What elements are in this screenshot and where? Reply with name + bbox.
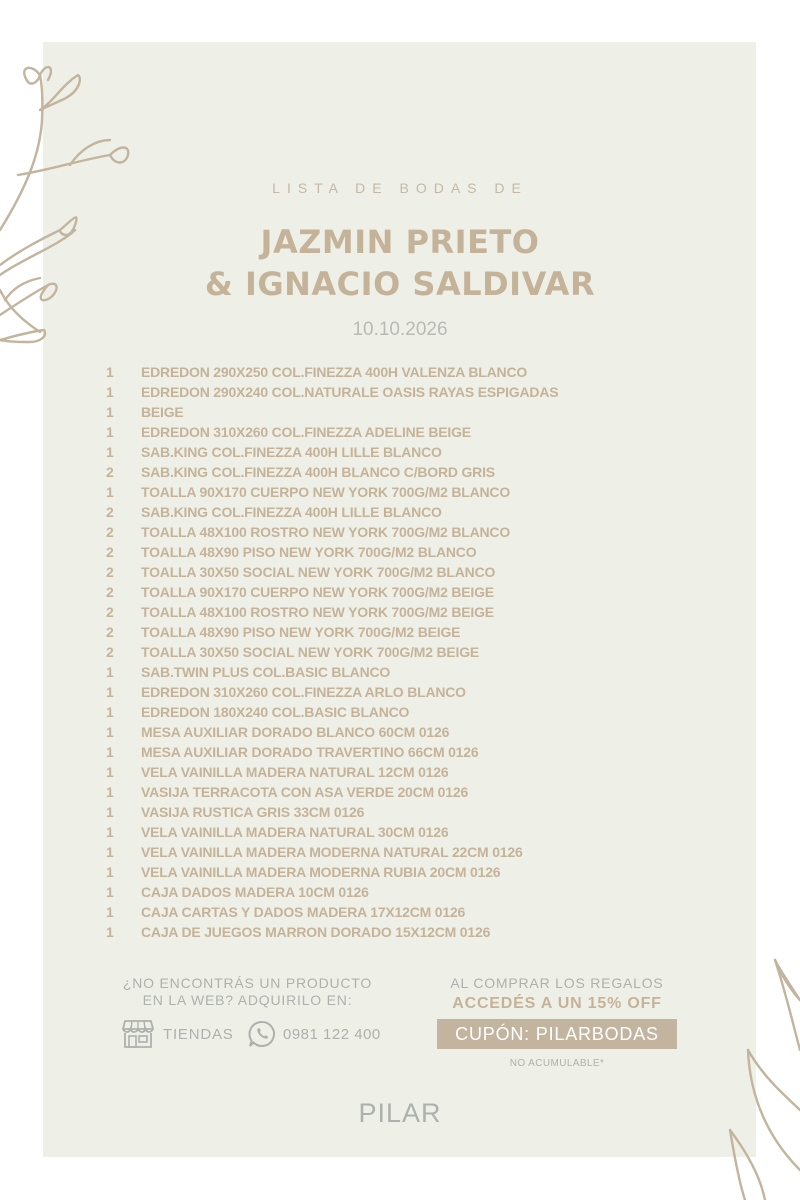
store-icon	[122, 1019, 154, 1049]
item-quantity: 1	[106, 444, 114, 460]
item-description: MESA AUXILIAR DORADO BLANCO 60CM 0126	[141, 724, 450, 740]
whatsapp-icon	[248, 1020, 276, 1048]
item-quantity: 1	[106, 364, 114, 380]
item-quantity: 1	[106, 924, 114, 940]
item-description: VELA VAINILLA MADERA MODERNA RUBIA 20CM 0126	[141, 864, 501, 880]
list-item	[100, 682, 760, 702]
list-item	[100, 802, 760, 822]
list-item	[100, 662, 760, 682]
list-item	[100, 902, 760, 922]
promo-line-2: ACCEDÉS A UN 15% OFF	[452, 995, 662, 1012]
item-quantity: 2	[106, 624, 114, 640]
list-item	[100, 702, 760, 722]
item-description: VELA VAINILLA MADERA MODERNA NATURAL 22CM 0126	[141, 844, 523, 860]
help-text	[100, 975, 395, 1009]
item-quantity: 2	[106, 604, 114, 620]
list-item	[100, 782, 760, 802]
stores-label[interactable]: TIENDAS	[163, 1026, 234, 1043]
item-description: CAJA CARTAS Y DADOS MADERA 17X12CM 0126	[141, 904, 466, 920]
item-description: EDREDON 180X240 COL.BASIC BLANCO	[141, 704, 410, 720]
item-description: SAB.KING COL.FINEZZA 400H LILLE BLANCO	[141, 444, 442, 460]
item-description: BEIGE	[141, 404, 184, 420]
wedding-date: 10.10.2026	[352, 319, 448, 340]
item-description: VELA VAINILLA MADERA NATURAL 12CM 0126	[141, 764, 449, 780]
item-description: TOALLA 30X50 SOCIAL NEW YORK 700G/M2 BLANCO	[141, 564, 496, 580]
item-description: EDREDON 310X260 COL.FINEZZA ADELINE BEIGE	[141, 424, 471, 440]
item-quantity: 1	[106, 884, 114, 900]
item-description: VASIJA RUSTICA GRIS 33CM 0126	[141, 804, 365, 820]
item-description: EDREDON 290X250 COL.FINEZZA 400H VALENZA BLANCO	[141, 364, 528, 380]
branch-decoration-bottom-right	[700, 940, 800, 1200]
list-item	[100, 882, 760, 902]
fine-print: NO ACUMULABLE*	[509, 1058, 605, 1069]
item-description: VELA VAINILLA MADERA NATURAL 30CM 0126	[141, 824, 449, 840]
item-quantity: 2	[106, 564, 114, 580]
item-description: CAJA DE JUEGOS MARRON DORADO 15X12CM 0126	[141, 924, 491, 940]
item-quantity: 1	[106, 384, 114, 400]
list-item	[100, 842, 760, 862]
list-item	[100, 762, 760, 782]
item-quantity: 1	[106, 664, 114, 680]
list-item	[100, 542, 760, 562]
coupon-badge: CUPÓN: PILARBODAS	[437, 1019, 677, 1049]
item-quantity: 1	[106, 684, 114, 700]
list-item	[100, 422, 760, 442]
list-item	[100, 402, 760, 422]
list-item	[100, 822, 760, 842]
gift-list	[100, 362, 760, 942]
couple-name-line-1: JAZMIN PRIETO	[260, 223, 540, 261]
item-quantity: 1	[106, 824, 114, 840]
list-item	[100, 382, 760, 402]
item-quantity: 1	[106, 704, 114, 720]
item-description: TOALLA 90X170 CUERPO NEW YORK 700G/M2 BEIGE	[141, 584, 494, 600]
subtitle: LISTA DE BODAS DE	[272, 180, 528, 196]
item-quantity: 1	[106, 764, 114, 780]
item-quantity: 1	[106, 844, 114, 860]
list-item	[100, 722, 760, 742]
item-description: TOALLA 48X90 PISO NEW YORK 700G/M2 BLANCO	[141, 544, 477, 560]
list-item	[100, 922, 760, 942]
item-quantity: 2	[106, 584, 114, 600]
list-item	[100, 522, 760, 542]
phone-number[interactable]: 0981 122 400	[283, 1026, 381, 1043]
item-description: TOALLA 90X170 CUERPO NEW YORK 700G/M2 BLANCO	[141, 484, 511, 500]
item-description: VASIJA TERRACOTA CON ASA VERDE 20CM 0126	[141, 784, 469, 800]
list-item	[100, 602, 760, 622]
list-item	[100, 482, 760, 502]
help-text-line-1: ¿NO ENCONTRÁS UN PRODUCTO	[122, 975, 373, 991]
item-description: CAJA DADOS MADERA 10CM 0126	[141, 884, 369, 900]
item-quantity: 1	[106, 724, 114, 740]
item-quantity: 2	[106, 504, 114, 520]
list-item	[100, 622, 760, 642]
list-item	[100, 362, 760, 382]
list-item	[100, 742, 760, 762]
item-quantity: 1	[106, 864, 114, 880]
item-description: EDREDON 290X240 COL.NATURALE OASIS RAYAS ESPIGADAS	[141, 384, 559, 400]
item-description: TOALLA 48X100 ROSTRO NEW YORK 700G/M2 BEIGE	[141, 604, 494, 620]
list-item	[100, 582, 760, 602]
item-quantity: 1	[106, 784, 114, 800]
item-description: EDREDON 310X260 COL.FINEZZA ARLO BLANCO	[141, 684, 466, 700]
list-item	[100, 862, 760, 882]
item-description: SAB.TWIN PLUS COL.BASIC BLANCO	[141, 664, 391, 680]
item-description: TOALLA 48X90 PISO NEW YORK 700G/M2 BEIGE	[141, 624, 461, 640]
item-quantity: 2	[106, 524, 114, 540]
couple-name-line-2: & IGNACIO SALDIVAR	[204, 265, 596, 303]
list-item	[100, 642, 760, 662]
item-description: TOALLA 48X100 ROSTRO NEW YORK 700G/M2 BLANCO	[141, 524, 511, 540]
item-quantity: 1	[106, 424, 114, 440]
item-quantity: 1	[106, 744, 114, 760]
item-quantity: 1	[106, 804, 114, 820]
brand-logo: PILAR	[358, 1098, 442, 1128]
list-item	[100, 462, 760, 482]
promo-block	[437, 975, 677, 1069]
list-item	[100, 442, 760, 462]
item-description: SAB.KING COL.FINEZZA 400H BLANCO C/BORD GRIS	[141, 464, 495, 480]
list-item	[100, 502, 760, 522]
item-quantity: 2	[106, 464, 114, 480]
item-description: TOALLA 30X50 SOCIAL NEW YORK 700G/M2 BEIGE	[141, 644, 480, 660]
item-quantity: 1	[106, 484, 114, 500]
promo-line-1: AL COMPRAR LOS REGALOS	[450, 975, 664, 991]
list-item	[100, 562, 760, 582]
item-quantity: 2	[106, 644, 114, 660]
item-description: MESA AUXILIAR DORADO TRAVERTINO 66CM 0126	[141, 744, 479, 760]
item-quantity: 2	[106, 544, 114, 560]
item-quantity: 1	[106, 404, 114, 420]
item-quantity: 1	[106, 904, 114, 920]
item-description: SAB.KING COL.FINEZZA 400H LILLE BLANCO	[141, 504, 442, 520]
help-text-line-2: EN LA WEB? ADQUIRILO EN:	[142, 992, 353, 1008]
branch-decoration-top-left	[0, 60, 140, 360]
